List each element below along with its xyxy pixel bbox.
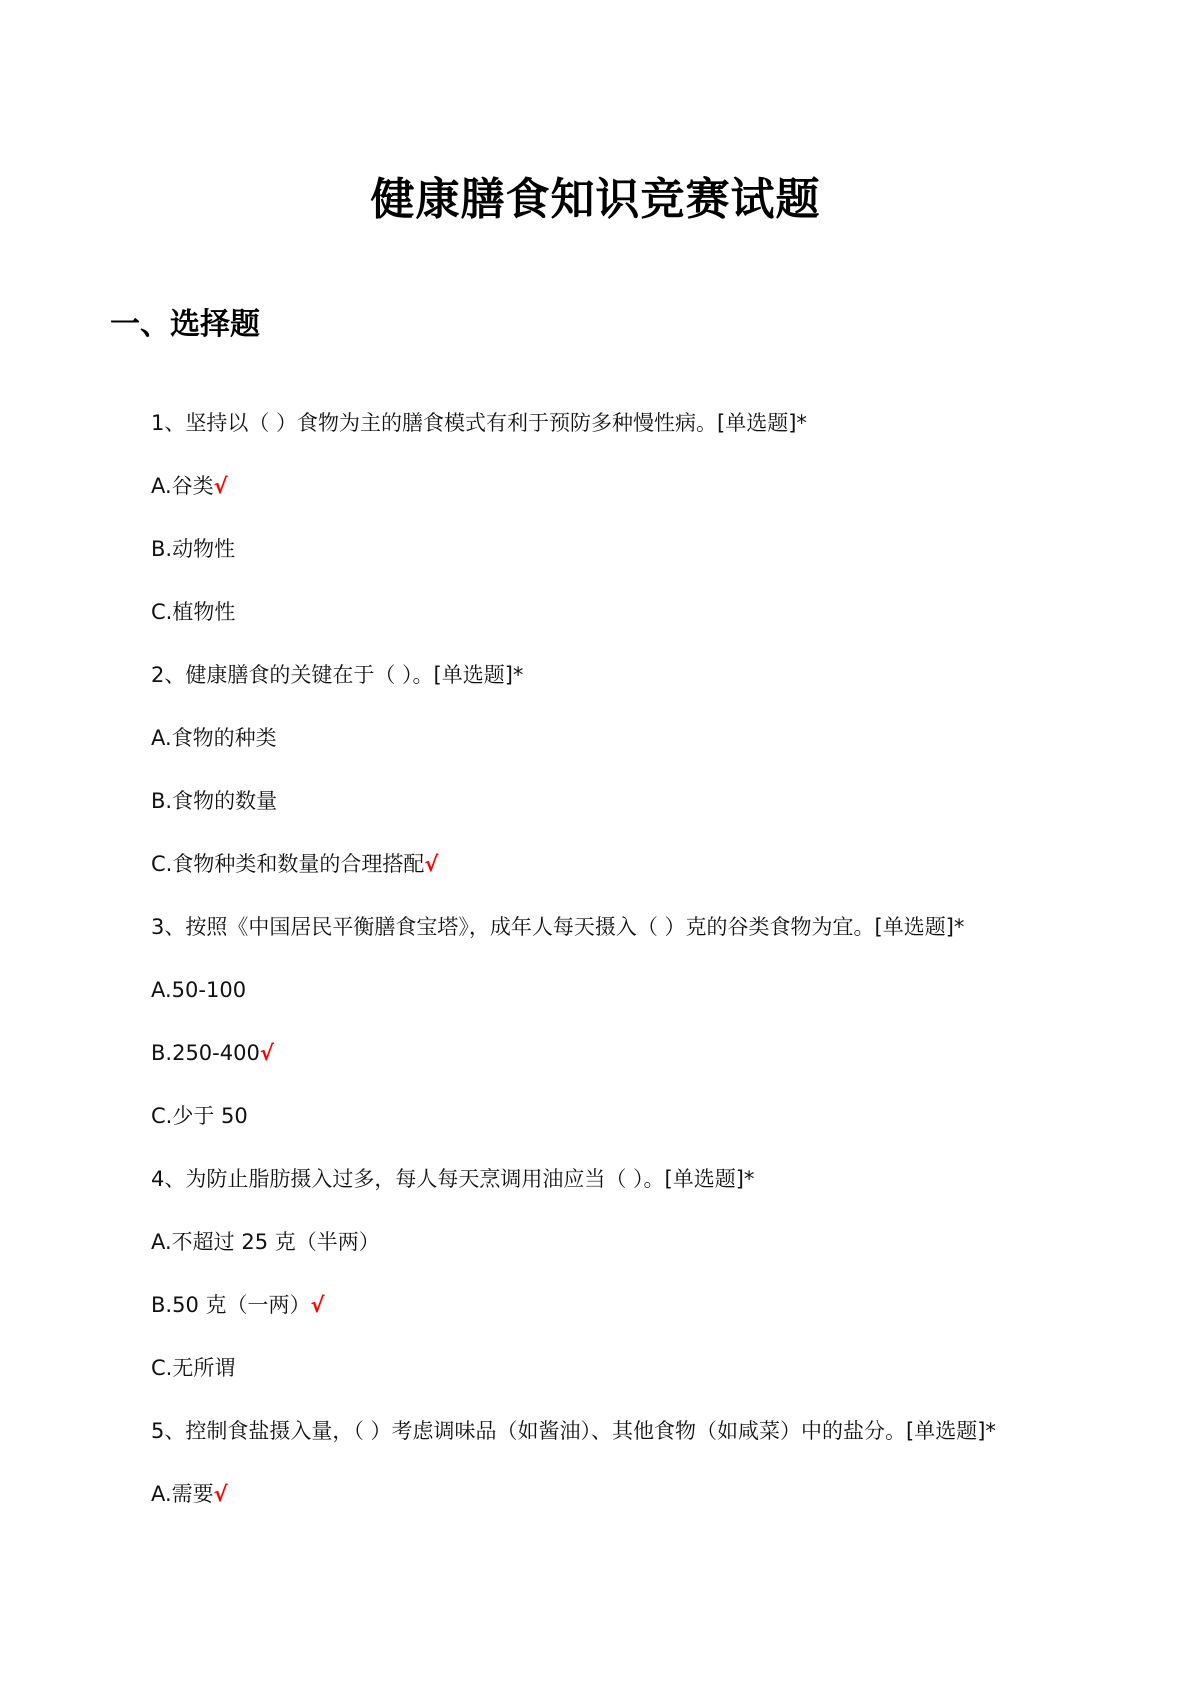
option-b: [151, 1035, 1111, 1098]
option-label: B.动物性: [151, 537, 236, 561]
option-b: [151, 531, 1111, 594]
option-label: B.50 克（一两）: [151, 1293, 311, 1317]
question-text: 4、为防止脂肪摄入过多，每人每天烹调用油应当（ ）。[单选题]*: [151, 1167, 755, 1191]
section-heading: 一、选择题: [110, 307, 260, 342]
correct-check-icon: √: [259, 1041, 274, 1065]
option-a: [151, 1224, 1111, 1287]
option-label: A.谷类: [151, 474, 214, 498]
option-b: [151, 1287, 1111, 1350]
document-title: 健康膳食知识竞赛试题: [370, 174, 821, 225]
question-list: [151, 405, 1111, 1539]
option-label: C.少于 50: [151, 1104, 248, 1128]
option-b: [151, 783, 1111, 846]
question-text: 2、健康膳食的关键在于（ ）。[单选题]*: [151, 663, 524, 687]
option-label: B.食物的数量: [151, 789, 278, 813]
option-c: [151, 1350, 1111, 1413]
correct-check-icon: √: [213, 474, 228, 498]
option-a: [151, 1476, 1111, 1539]
option-label: B.250-400: [151, 1041, 260, 1065]
question-text: 1、坚持以（ ）食物为主的膳食模式有利于预防多种慢性病。[单选题]*: [151, 411, 807, 435]
correct-check-icon: √: [213, 1482, 228, 1506]
option-label: A.50-100: [151, 978, 247, 1002]
option-a: [151, 468, 1111, 531]
question-text: 5、控制食盐摄入量，（ ）考虑调味品（如酱油）、其他食物（如咸菜）中的盐分。[单选题]*: [151, 1419, 996, 1443]
option-c: [151, 846, 1111, 909]
option-label: A.需要: [151, 1482, 214, 1506]
option-c: [151, 1098, 1111, 1161]
option-label: A.不超过 25 克（半两）: [151, 1230, 380, 1254]
option-a: [151, 720, 1111, 783]
option-label: C.食物种类和数量的合理搭配: [151, 852, 425, 876]
question-text: 3、按照《中国居民平衡膳食宝塔》，成年人每天摄入（ ）克的谷类食物为宜。[单选题]*: [151, 915, 965, 939]
option-a: [151, 972, 1111, 1035]
option-label: C.无所谓: [151, 1356, 236, 1380]
option-label: C.植物性: [151, 600, 236, 624]
option-label: A.食物的种类: [151, 726, 277, 750]
option-c: [151, 594, 1111, 657]
correct-check-icon: √: [310, 1293, 325, 1317]
correct-check-icon: √: [424, 852, 439, 876]
